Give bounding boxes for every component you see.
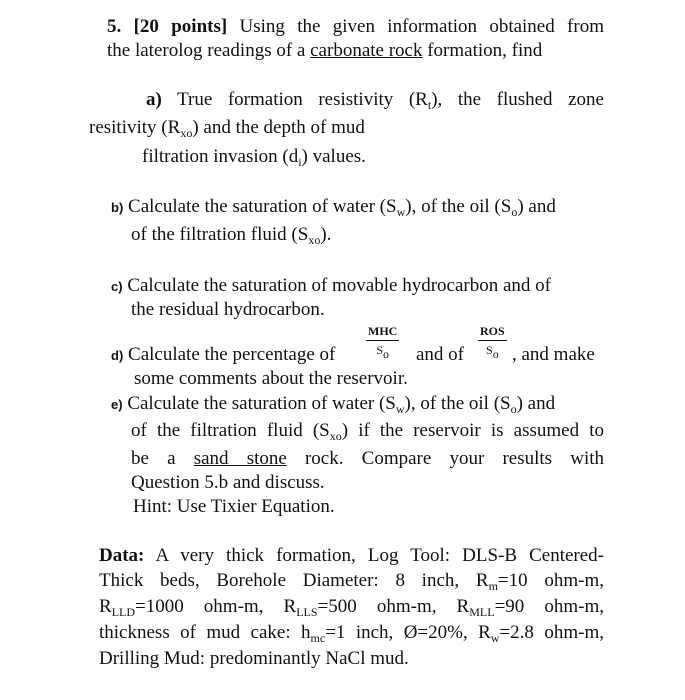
- fraction-mhc-over-so: MHC $S_o$: [368, 324, 398, 361]
- part-d-line-1b: and of: [416, 344, 465, 365]
- data-line-4: thickness of mud cake: $h_{mc}=1$ inch, Ø=20%, $R_w=2.8$ ohm-m,: [99, 622, 604, 645]
- carbonate-rock-underlined: carbonate rock: [310, 40, 423, 61]
- intro-text: the laterolog readings of a: [107, 40, 311, 61]
- part-d-label: d): [111, 348, 124, 363]
- data-line-2: Thick beds, Borehole Diameter: 8 inch, $R_m=10$ ohm-m,: [99, 570, 604, 593]
- data-line-5: Drilling Mud: predominantly NaCl mud.: [99, 648, 409, 669]
- part-c-line-1: c) Calculate the saturation of movable hydrocarbon and of: [111, 275, 551, 296]
- part-b-line-2: of the filtration fluid $(S_{xo})$.: [131, 224, 332, 247]
- part-d-line-1c: , and make: [512, 344, 595, 365]
- data-line-3: $R_{LLD}=1000$ ohm-m, $R_{LLS}=500$ ohm-m, $R_{MLL}=90$ ohm-m,: [99, 596, 605, 619]
- part-e-line-3: be a sand stone rock. Compare your results with: [131, 448, 604, 469]
- question-header-line-2: [107, 40, 542, 62]
- part-a-line-2: resitivity $(R_{xo})$ and the depth of mud: [89, 117, 365, 140]
- part-e-line-2: of the filtration fluid $(S_{xo})$ if the reservoir is assumed to: [131, 420, 604, 443]
- part-a-line-3: filtration invasion $(d_i)$ values.: [142, 146, 366, 169]
- part-e-line-5: Hint: Use Tixier Equation.: [133, 496, 335, 517]
- part-b-line-1: b) Calculate the saturation of water $(S_w)$, of the oil $(S_o)$ and: [111, 196, 556, 219]
- question-intro-text: Using the given information obtained from: [239, 16, 604, 37]
- intro-text-end: formation, find: [422, 40, 543, 61]
- part-e-label: e): [111, 397, 123, 412]
- part-d-line-2: some comments about the reservoir.: [134, 368, 408, 389]
- part-c-label: c): [111, 279, 123, 294]
- part-d-line-1: d) Calculate the percentage of: [111, 344, 336, 365]
- part-e-line-4: Question 5.b and discuss.: [131, 472, 325, 493]
- sand-stone-underlined: sand stone: [193, 448, 287, 469]
- question-header-line-1: [107, 16, 604, 38]
- question-points: [20 points]: [133, 16, 228, 37]
- part-e-line-1: e) Calculate the saturation of water $(S_w)$, of the oil $(S_o)$ and: [111, 393, 556, 416]
- part-c-line-2: the residual hydrocarbon.: [131, 299, 325, 320]
- part-b-label: b): [111, 200, 124, 215]
- data-line-1: Data: A very thick formation, Log Tool: DLS-B Centered-: [99, 545, 605, 566]
- data-label: Data:: [99, 545, 145, 566]
- question-number: 5.: [107, 16, 122, 37]
- part-a-label: a): [146, 89, 162, 110]
- part-a-line-1: [146, 89, 604, 111]
- fraction-ros-over-so: ROS $S_o$: [480, 324, 505, 361]
- part-a-text-1: True formation resistivity $(R_t)$, the flushed zone: [177, 89, 604, 112]
